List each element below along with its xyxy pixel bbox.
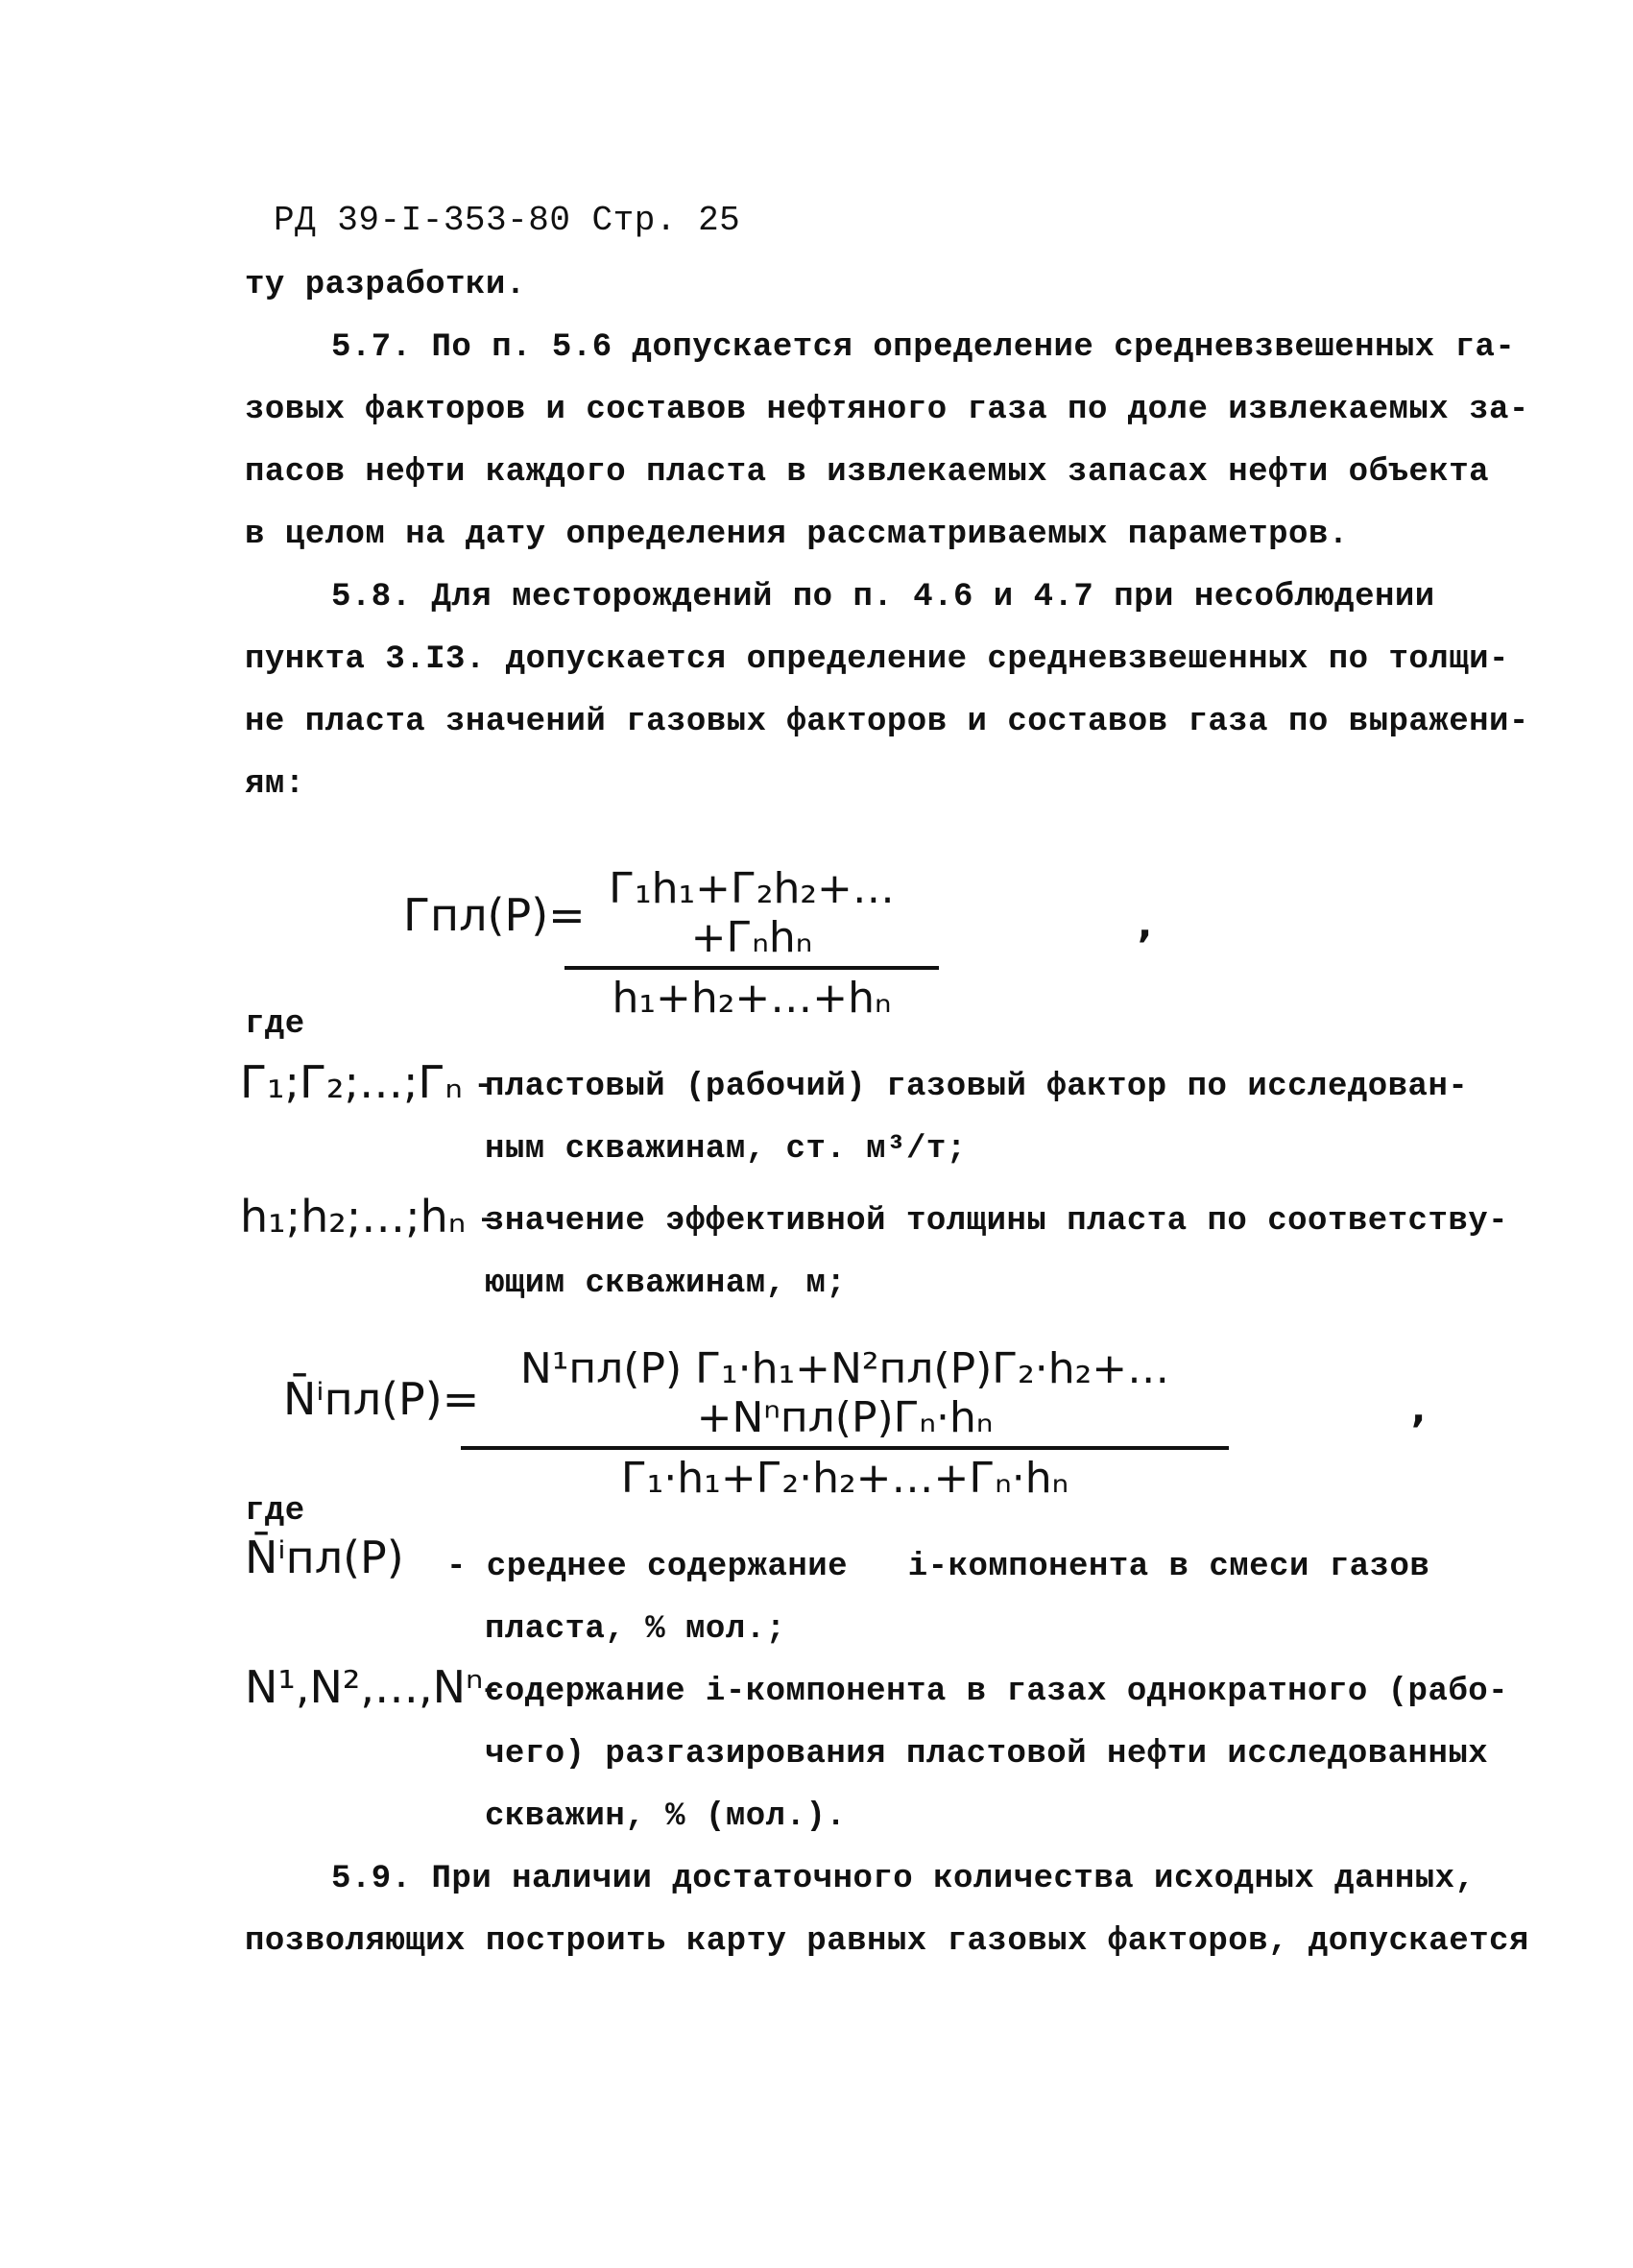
definition-symbol: Г₁;Г₂;…;Гₙ - — [240, 1056, 493, 1108]
formula-comma: , — [1411, 1387, 1427, 1432]
formula-component-content — [283, 1344, 1445, 1503]
definition-text: ным скважинам, ст. м³/т; — [485, 1131, 967, 1168]
formula-denominator: h₁+h₂+…+hₙ — [612, 974, 892, 1023]
formula-comma: , — [1138, 903, 1153, 947]
formula-fraction — [461, 1344, 1229, 1503]
text-line: ту разработки. — [245, 267, 526, 303]
definition-symbol: N¹,N²,…,Nⁿ- — [245, 1661, 499, 1713]
where-label: где — [245, 1006, 305, 1043]
paragraph-5-9-line: 5.9. При наличии достаточного количества исходных данных, — [331, 1861, 1476, 1897]
definition-text: скважин, % (мол.). — [485, 1798, 847, 1835]
paragraph-5-7-line: в целом на дату определения рассматриваемых параметров. — [245, 517, 1349, 553]
formula-numerator: Г₁h₁+Г₂h₂+…+Гₙhₙ — [609, 864, 895, 962]
definition-text: пласта, % мол.; — [485, 1611, 786, 1648]
definition-text: ющим скважинам, м; — [485, 1266, 847, 1302]
definition-text: чего) разгазирования пластовой нефти исследованных — [485, 1736, 1489, 1773]
definition-text: значение эффективной толщины пласта по соответству- — [485, 1203, 1509, 1240]
formula-denominator: Г₁·h₁+Г₂·h₂+…+Гₙ·hₙ — [620, 1454, 1069, 1503]
formula-lhs: N̄ⁱпл(Р)= — [283, 1373, 480, 1425]
definition-symbol: N̄ⁱпл(Р) — [245, 1532, 404, 1583]
paragraph-5-7-line: 5.7. По п. 5.6 допускается определение средневзвешенных га- — [331, 329, 1516, 366]
paragraph-5-9-line: позволяющих построить карту равных газовых факторов, допускается — [245, 1923, 1529, 1960]
paragraph-5-8-line: не пласта значений газовых факторов и составов газа по выражени- — [245, 704, 1529, 740]
paragraph-5-7-line: зовых факторов и составов нефтяного газа по доле извлекаемых за- — [245, 392, 1529, 428]
paragraph-5-8-line: 5.8. Для месторождений по п. 4.6 и 4.7 при несоблюдении — [331, 579, 1435, 615]
paragraph-5-7-line: пасов нефти каждого пласта в извлекаемых запасах нефти объекта — [245, 454, 1490, 491]
definition-symbol: h₁;h₂;…;hₙ - — [240, 1191, 496, 1243]
where-label: где — [245, 1493, 305, 1530]
page-header: РД 39-I-353-80 Стр. 25 — [274, 201, 741, 240]
definition-text: пластовый (рабочий) газовый фактор по исследован- — [485, 1069, 1469, 1105]
formula-fraction — [564, 864, 939, 1023]
paragraph-5-8-line: пункта 3.I3. допускается определение средневзвешенных по толщи- — [245, 641, 1509, 678]
fraction-bar — [461, 1446, 1229, 1450]
formula-gas-factor — [403, 864, 1267, 1023]
formula-lhs: Гпл(Р)= — [403, 889, 586, 941]
formula-numerator: N¹пл(Р) Г₁·h₁+N²пл(Р)Г₂·h₂+…+Nⁿпл(Р)Гₙ·hₙ — [519, 1344, 1170, 1442]
definition-text: содержание i-компонента в газах однократного (рабо- — [485, 1674, 1509, 1710]
fraction-bar — [564, 966, 939, 970]
paragraph-5-8-line: ям: — [245, 766, 305, 803]
definition-text: - среднее содержание i-компонента в смеси газов — [446, 1549, 1430, 1585]
